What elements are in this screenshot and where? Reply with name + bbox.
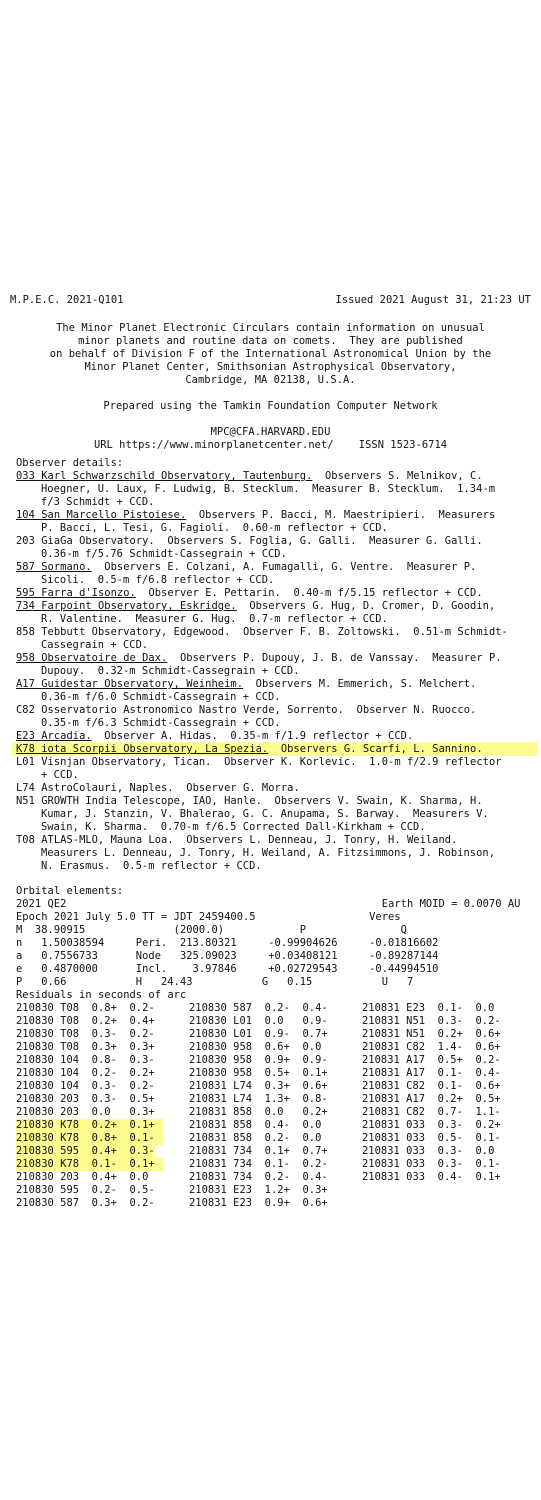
- observatory-name-link[interactable]: Arcadia.: [41, 730, 92, 742]
- residual-entry: 210831 033 0.5- 0.1-: [362, 1132, 501, 1144]
- observer-continuation: 0.36-m f/5.76 Schmidt-Cassegrain + CCD.: [41, 548, 287, 560]
- observer-continuation: Dupouy. 0.32-m Schmidt-Cassegrain + CCD.: [41, 665, 300, 677]
- residual-entry: 210830 104 0.8- 0.3-: [16, 1054, 155, 1066]
- observatory-code: L74: [16, 782, 35, 794]
- residual-entry: 210830 L01 0.9- 0.7+: [189, 1028, 328, 1040]
- residual-entry: 210830 T08 0.2+ 0.4+: [16, 1015, 155, 1027]
- residual-entry: 210830 595 0.2- 0.5-: [16, 1184, 155, 1196]
- orbital-line: n 1.50038594 Peri. 213.80321 -0.99904626 -0.01816602: [16, 937, 439, 949]
- residual-entry: 210830 104 0.3- 0.2-: [16, 1080, 155, 1092]
- observer-continuation: N. Erasmus. 0.5-m reflector + CCD.: [41, 860, 262, 872]
- intro-line: Cambridge, MA 02138, U.S.A.: [185, 374, 356, 386]
- observatory-code: T08: [16, 834, 35, 846]
- observer-text: Observers G. Hug, D. Cromer, D. Goodin,: [236, 600, 496, 612]
- residual-entry: 210831 734 0.2- 0.4-: [189, 1171, 328, 1183]
- observer-continuation: Sicoli. 0.5-m f/6.8 reflector + CCD.: [41, 574, 275, 586]
- observer-text: Observers P. Dupouy, J. B. de Vanssay. Measurer P.: [167, 652, 502, 664]
- observatory-name-link[interactable]: Karl Schwarzschild Observatory, Tautenburg.: [41, 470, 313, 482]
- residual-entry: 210830 587 0.2- 0.4-: [189, 1002, 328, 1014]
- residual-entry: 210830 203 0.3- 0.5+: [16, 1093, 155, 1105]
- residual-entry: 210831 A17 0.2+ 0.5+: [362, 1093, 501, 1105]
- observer-entry: [16, 470, 483, 483]
- residual-entry: 210831 L74 1.3+ 0.8-: [189, 1093, 328, 1105]
- observer-entry: [16, 795, 483, 808]
- observatory-code: 587: [16, 561, 35, 573]
- residual-entry: 210830 T08 0.8+ 0.2-: [16, 1002, 155, 1014]
- orbital-line: a 0.7556733 Node 325.09023 +0.03408121 -0.89287144: [16, 950, 439, 962]
- observer-text: Observers S. Melnikov, C.: [312, 470, 483, 482]
- observer-text: Tebbutt Observatory, Edgewood. Observer F. B. Zoltowski. 0.51-m Schmidt-: [41, 626, 508, 638]
- observer-entry: [16, 678, 476, 691]
- orbital-line: e 0.4870000 Incl. 3.97846 +0.02729543 -0.44994510: [16, 963, 439, 975]
- residual-entry: 210830 104 0.2- 0.2+: [16, 1067, 155, 1079]
- residual-entry: 210830 587 0.3+ 0.2-: [16, 1197, 155, 1209]
- residual-entry: 210831 E23 0.1- 0.0: [362, 1002, 495, 1014]
- observatory-name-link[interactable]: Sormano.: [41, 561, 92, 573]
- observatory-code: 958: [16, 652, 35, 664]
- observatory-code: 858: [16, 626, 35, 638]
- observer-entry: [16, 652, 502, 665]
- observer-continuation: + CCD.: [41, 769, 79, 781]
- residual-entry: 210830 958 0.9+ 0.9-: [189, 1054, 328, 1066]
- orbital-line: Epoch 2021 July 5.0 TT = JDT 2459400.5 Veres: [16, 911, 401, 923]
- observer-entry: [16, 600, 495, 613]
- observer-continuation: P. Bacci, L. Tesi, G. Fagioli. 0.60-m reflector + CCD.: [41, 522, 388, 534]
- residual-entry: 210831 E23 1.2+ 0.3+: [189, 1184, 328, 1196]
- observer-continuation: Cassegrain + CCD.: [41, 639, 149, 651]
- observer-entry: [16, 509, 495, 522]
- intro-line: The Minor Planet Electronic Circulars contain information on unusual: [56, 322, 485, 334]
- observer-continuation: Swain, K. Sharma. 0.70-m f/6.5 Corrected Dall-Kirkham + CCD.: [41, 821, 426, 833]
- residual-entry: 210831 C82 0.1- 0.6+: [362, 1080, 501, 1092]
- observer-text: Observers P. Bacci, M. Maestripieri. Measurers: [186, 509, 496, 521]
- residual-entry: 210831 E23 0.9+ 0.6+: [189, 1197, 328, 1209]
- observer-continuation: 0.35-m f/6.3 Schmidt-Cassegrain + CCD.: [41, 717, 281, 729]
- intro-line: Minor Planet Center, Smithsonian Astrophysical Observatory,: [84, 361, 457, 373]
- residual-entry: 210831 033 0.3- 0.1-: [362, 1158, 501, 1170]
- observer-entry: [16, 756, 502, 769]
- residual-entry: 210830 K78 0.2+ 0.1+: [16, 1119, 163, 1132]
- observatory-code: A17: [16, 678, 35, 690]
- residual-entry: 210830 203 0.4+ 0.0: [16, 1171, 149, 1183]
- observer-text: Observer E. Pettarin. 0.40-m f/5.15 reflector + CCD.: [135, 587, 483, 599]
- residual-entry: 210831 858 0.4- 0.0: [189, 1119, 322, 1131]
- residual-entry: 210830 T08 0.3- 0.2-: [16, 1028, 155, 1040]
- observatory-code: 104: [16, 509, 35, 521]
- orbital-line: P 0.66 H 24.43 G 0.15 U 7: [16, 976, 414, 988]
- residual-entry: 210831 A17 0.5+ 0.2-: [362, 1054, 501, 1066]
- observer-continuation: Hoegner, U. Laux, F. Ludwig, B. Stecklum. Measurer B. Stecklum. 1.34-m: [41, 483, 496, 495]
- intro-line: minor planets and routine data on comets. They are published: [78, 335, 463, 347]
- observer-text: GROWTH India Telescope, IAO, Hanle. Observers V. Swain, K. Sharma, H.: [41, 795, 483, 807]
- observatory-code: 203: [16, 535, 35, 547]
- residual-entry: 210830 L01 0.0 0.9-: [189, 1015, 328, 1027]
- observer-text: Observers G. Scarfi, L. Sannino.: [268, 743, 483, 755]
- observer-entry: [16, 535, 483, 548]
- observer-continuation: Measurers L. Denneau, J. Tonry, H. Weiland, A. Fitzsimmons, J. Robinson,: [41, 847, 496, 859]
- observer-entry: [16, 626, 508, 639]
- observer-continuation: 0.36-m f/6.0 Schmidt-Cassegrain + CCD.: [41, 691, 281, 703]
- contact-email: MPC@CFA.HARVARD.EDU: [210, 426, 331, 438]
- observer-heading: Observer details:: [16, 457, 124, 469]
- observatory-code: 734: [16, 600, 35, 612]
- observatory-code: 033: [16, 470, 35, 482]
- observer-text: Observers M. Emmerich, S. Melchert.: [243, 678, 477, 690]
- contact-url: URL https://www.minorplanetcenter.net/ ISSN 1523-6714: [93, 439, 448, 451]
- prepared-note: Prepared using the Tamkin Foundation Computer Network: [103, 400, 438, 412]
- orbital-line: M 38.90915 (2000.0) P Q: [16, 924, 407, 936]
- circular-id: M.P.E.C. 2021-Q101: [10, 294, 124, 306]
- observer-entry: [16, 834, 457, 847]
- observatory-name-link[interactable]: iota Scorpii Observatory, La Spezia.: [41, 743, 269, 755]
- observatory-code: E23: [16, 730, 35, 742]
- residual-entry: 210831 858 0.2- 0.0: [189, 1132, 322, 1144]
- observer-text: ATLAS-MLO, Mauna Loa. Observers L. Denneau, J. Tonry, H. Weiland.: [41, 834, 458, 846]
- observatory-code: N51: [16, 795, 35, 807]
- residual-entry: 210831 033 0.3- 0.2+: [362, 1119, 501, 1131]
- observatory-name-link[interactable]: Farpoint Observatory, Eskridge.: [41, 600, 237, 612]
- residual-entry: 210830 K78 0.8+ 0.1-: [16, 1132, 163, 1145]
- observer-text: Osservatorio Astronomico Nastro Verde, Sorrento. Observer N. Ruocco.: [41, 704, 477, 716]
- residual-entry: 210831 033 0.4- 0.1+: [362, 1171, 501, 1183]
- residual-entry: 210831 858 0.0 0.2+: [189, 1106, 328, 1118]
- observer-text: Observers E. Colzani, A. Fumagalli, G. Ventre. Measurer P.: [91, 561, 477, 573]
- observatory-code: L01: [16, 756, 35, 768]
- observer-entry: [16, 587, 483, 600]
- observer-entry: [16, 743, 483, 756]
- residual-entry: 210830 595 0.4+ 0.3-: [16, 1145, 155, 1157]
- observer-continuation: f/3 Schmidt + CCD.: [41, 496, 155, 508]
- residual-entry: 210831 C82 0.7- 1.1-: [362, 1106, 501, 1118]
- residual-entry: 210831 L74 0.3+ 0.6+: [189, 1080, 328, 1092]
- observer-entry: [16, 782, 300, 795]
- residual-entry: 210831 033 0.3- 0.0: [362, 1145, 495, 1157]
- residual-entry: 210830 T08 0.3+ 0.3+: [16, 1041, 155, 1053]
- observer-continuation: Kumar, J. Stanzin, V. Bhalerao, G. C. Anupama, S. Barway. Measurers V.: [41, 808, 489, 820]
- observatory-code: K78: [16, 743, 35, 755]
- observer-entry: [16, 704, 476, 717]
- residual-entry: 210830 K78 0.1- 0.1+: [16, 1158, 163, 1171]
- observatory-name-link[interactable]: Observatoire de Dax.: [41, 652, 168, 664]
- residual-entry: 210831 N51 0.3- 0.2-: [362, 1015, 501, 1027]
- residual-entry: 210831 734 0.1- 0.2-: [189, 1158, 328, 1170]
- issued-date: Issued 2021 August 31, 21:23 UT: [335, 294, 531, 306]
- observer-text: Observer A. Hidas. 0.35-m f/1.9 reflector + CCD.: [91, 730, 414, 742]
- observer-entry: [16, 561, 476, 574]
- observer-text: Visnjan Observatory, Tican. Observer K. Korlevic. 1.0-m f/2.9 reflector: [41, 756, 502, 768]
- residual-entry: 210831 C82 1.4- 0.6+: [362, 1041, 501, 1053]
- observatory-name-link[interactable]: Farra d'Isonzo.: [41, 587, 136, 599]
- residual-entry: 210831 N51 0.2+ 0.6+: [362, 1028, 501, 1040]
- residual-entry: 210830 958 0.6+ 0.0: [189, 1041, 322, 1053]
- residuals-heading: Residuals in seconds of arc: [16, 989, 187, 1001]
- orbital-heading: Orbital elements:: [16, 885, 124, 897]
- residual-entry: 210831 A17 0.1- 0.4-: [362, 1067, 501, 1079]
- observer-continuation: R. Valentine. Measurer G. Hug. 0.7-m reflector + CCD.: [41, 613, 388, 625]
- orbital-line: 2021 QE2 Earth MOID = 0.0070 AU: [16, 898, 521, 910]
- residual-entry: 210830 958 0.5+ 0.1+: [189, 1067, 328, 1079]
- observer-text: GiaGa Observatory. Observers S. Foglia, G. Galli. Measurer G. Galli.: [41, 535, 483, 547]
- observer-text: AstroColauri, Naples. Observer G. Morra.: [41, 782, 300, 794]
- observatory-code: C82: [16, 704, 35, 716]
- observatory-name-link[interactable]: Guidestar Observatory, Weinheim.: [41, 678, 244, 690]
- intro-line: on behalf of Division F of the International Astronomical Union by the: [49, 348, 492, 360]
- residual-entry: 210830 203 0.0 0.3+: [16, 1106, 155, 1118]
- observatory-name-link[interactable]: San Marcello Pistoiese.: [41, 509, 187, 521]
- observatory-code: 595: [16, 587, 35, 599]
- residual-entry: 210831 734 0.1+ 0.7+: [189, 1145, 328, 1157]
